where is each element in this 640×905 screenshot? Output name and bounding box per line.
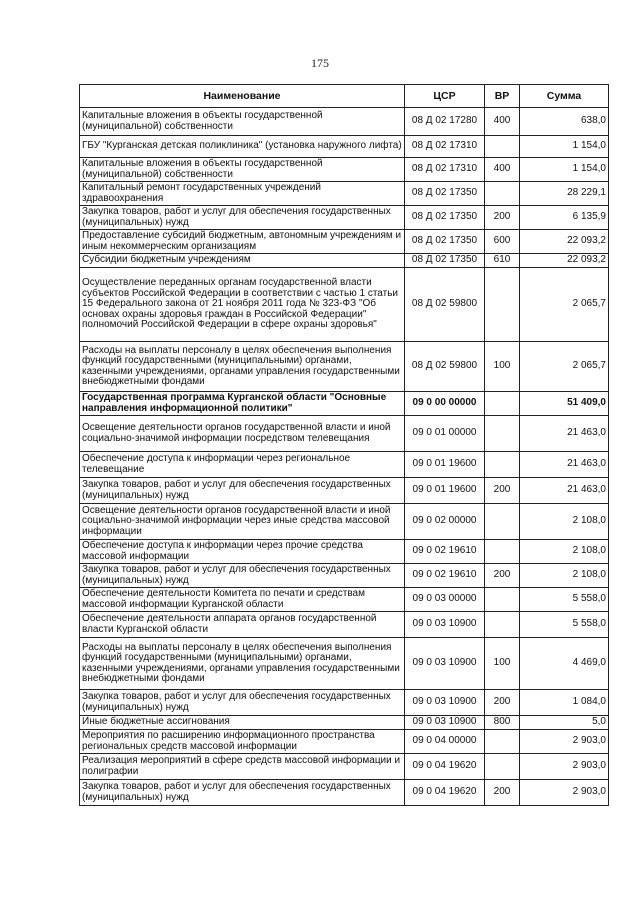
cell-sum: 21 463,0 bbox=[520, 452, 609, 478]
table-row bbox=[80, 540, 609, 564]
table-row bbox=[80, 268, 609, 342]
table-row bbox=[80, 690, 609, 716]
cell-csr: 08 Д 02 17350 bbox=[405, 230, 485, 254]
cell-vr: 400 bbox=[485, 108, 520, 136]
table-row bbox=[80, 730, 609, 754]
cell-name: Обеспечение деятельности аппарата органов государственной власти Курганской области bbox=[80, 612, 405, 638]
cell-vr: 200 bbox=[485, 206, 520, 230]
cell-csr: 09 0 03 10900 bbox=[405, 612, 485, 638]
table-header-row bbox=[80, 85, 609, 108]
table-row bbox=[80, 478, 609, 504]
table-row bbox=[80, 716, 609, 730]
table-row bbox=[80, 342, 609, 392]
cell-csr: 09 0 03 10900 bbox=[405, 716, 485, 730]
cell-name: Закупка товаров, работ и услуг для обеспечения государственных (муниципальных) нужд bbox=[80, 690, 405, 716]
cell-sum: 22 093,2 bbox=[520, 230, 609, 254]
cell-vr bbox=[485, 182, 520, 206]
table-row bbox=[80, 136, 609, 158]
cell-name: ГБУ "Курганская детская поликлиника" (установка наружного лифта) bbox=[80, 136, 405, 158]
table-row bbox=[80, 230, 609, 254]
cell-vr: 610 bbox=[485, 254, 520, 268]
cell-name: Освещение деятельности органов государственной власти и иной социально-значимой информации через иные средства массовой информации bbox=[80, 504, 405, 540]
cell-vr bbox=[485, 754, 520, 780]
table-row bbox=[80, 206, 609, 230]
table-row bbox=[80, 254, 609, 268]
cell-name: Осуществление переданных органам государственной власти субъектов Российской Федерации в соответствии с частью 1 статьи 15 Федерального закона от 21 ноября 2011 года № 323-ФЗ "Об основах охраны здоровья граждан в Российской Федерации" полномочий Российской Федерации в сфере охраны здоровья" bbox=[80, 268, 405, 342]
cell-vr: 200 bbox=[485, 564, 520, 588]
cell-vr bbox=[485, 588, 520, 612]
cell-csr: 09 0 01 19600 bbox=[405, 452, 485, 478]
cell-vr: 200 bbox=[485, 780, 520, 806]
cell-csr: 08 Д 02 17350 bbox=[405, 254, 485, 268]
budget-table bbox=[79, 84, 609, 806]
cell-sum: 1 154,0 bbox=[520, 136, 609, 158]
cell-csr: 09 0 03 10900 bbox=[405, 638, 485, 690]
cell-name: Предоставление субсидий бюджетным, автономным учреждениям и иным некоммерческим организациям bbox=[80, 230, 405, 254]
cell-sum: 5 558,0 bbox=[520, 612, 609, 638]
cell-csr: 09 0 00 00000 bbox=[405, 392, 485, 416]
table-row bbox=[80, 392, 609, 416]
cell-name: Закупка товаров, работ и услуг для обеспечения государственных (муниципальных) нужд bbox=[80, 564, 405, 588]
cell-name: Освещение деятельности органов государственной власти и иной социально-значимой информации посредством телевещания bbox=[80, 416, 405, 452]
cell-name: Закупка товаров, работ и услуг для обеспечения государственных (муниципальных) нужд bbox=[80, 780, 405, 806]
cell-sum: 2 108,0 bbox=[520, 564, 609, 588]
cell-vr bbox=[485, 540, 520, 564]
cell-vr bbox=[485, 268, 520, 342]
cell-csr: 09 0 04 19620 bbox=[405, 780, 485, 806]
cell-vr: 400 bbox=[485, 158, 520, 182]
cell-csr: 09 0 04 00000 bbox=[405, 730, 485, 754]
cell-name: Государственная программа Курганской области "Основные направления информационной политики" bbox=[80, 392, 405, 416]
cell-csr: 08 Д 02 17350 bbox=[405, 206, 485, 230]
cell-name: Субсидии бюджетным учреждениям bbox=[80, 254, 405, 268]
cell-csr: 09 0 03 10900 bbox=[405, 690, 485, 716]
header-vr: ВР bbox=[485, 85, 520, 108]
table-row bbox=[80, 452, 609, 478]
cell-name: Капитальные вложения в объекты государственной (муниципальной) собственности bbox=[80, 158, 405, 182]
cell-sum: 2 108,0 bbox=[520, 540, 609, 564]
cell-name: Закупка товаров, работ и услуг для обеспечения государственных (муниципальных) нужд bbox=[80, 478, 405, 504]
cell-sum: 51 409,0 bbox=[520, 392, 609, 416]
cell-csr: 09 0 02 19610 bbox=[405, 564, 485, 588]
table-row bbox=[80, 780, 609, 806]
table-row bbox=[80, 504, 609, 540]
cell-sum: 1 084,0 bbox=[520, 690, 609, 716]
cell-sum: 4 469,0 bbox=[520, 638, 609, 690]
table-row bbox=[80, 108, 609, 136]
cell-sum: 21 463,0 bbox=[520, 478, 609, 504]
header-name: Наименование bbox=[80, 85, 405, 108]
header-sum: Сумма bbox=[520, 85, 609, 108]
cell-csr: 08 Д 02 17310 bbox=[405, 158, 485, 182]
table-row bbox=[80, 564, 609, 588]
cell-sum: 2 903,0 bbox=[520, 730, 609, 754]
cell-csr: 08 Д 02 17310 bbox=[405, 136, 485, 158]
cell-vr bbox=[485, 136, 520, 158]
table-row bbox=[80, 182, 609, 206]
cell-vr bbox=[485, 416, 520, 452]
cell-name: Расходы на выплаты персоналу в целях обеспечения выполнения функций государственными (муниципальными) органами, казенными учреждениями, органами управления государственными внебюджетными фондами bbox=[80, 638, 405, 690]
cell-csr: 08 Д 02 59800 bbox=[405, 268, 485, 342]
cell-sum: 22 093,2 bbox=[520, 254, 609, 268]
cell-vr: 100 bbox=[485, 638, 520, 690]
cell-csr: 09 0 02 19610 bbox=[405, 540, 485, 564]
cell-name: Обеспечение доступа к информации через прочие средства массовой информации bbox=[80, 540, 405, 564]
cell-vr bbox=[485, 392, 520, 416]
table-row bbox=[80, 416, 609, 452]
cell-sum: 28 229,1 bbox=[520, 182, 609, 206]
cell-name: Капитальный ремонт государственных учреждений здравоохранения bbox=[80, 182, 405, 206]
cell-csr: 09 0 02 00000 bbox=[405, 504, 485, 540]
cell-name: Мероприятия по расширению информационного пространства региональных средств массовой информации bbox=[80, 730, 405, 754]
cell-name: Обеспечение деятельности Комитета по печати и средствам массовой информации Курганской области bbox=[80, 588, 405, 612]
cell-name: Реализация мероприятий в сфере средств массовой информации и полиграфии bbox=[80, 754, 405, 780]
cell-vr: 600 bbox=[485, 230, 520, 254]
cell-vr bbox=[485, 452, 520, 478]
cell-sum: 6 135,9 bbox=[520, 206, 609, 230]
cell-vr: 100 bbox=[485, 342, 520, 392]
cell-name: Расходы на выплаты персоналу в целях обеспечения выполнения функций государственными (муниципальными) органами, казенными учреждениями, органами управления государственными внебюджетными фондами bbox=[80, 342, 405, 392]
cell-sum: 2 903,0 bbox=[520, 780, 609, 806]
cell-csr: 09 0 01 00000 bbox=[405, 416, 485, 452]
cell-sum: 638,0 bbox=[520, 108, 609, 136]
cell-name: Закупка товаров, работ и услуг для обеспечения государственных (муниципальных) нужд bbox=[80, 206, 405, 230]
cell-sum: 21 463,0 bbox=[520, 416, 609, 452]
cell-name: Обеспечение доступа к информации через региональное телевещание bbox=[80, 452, 405, 478]
table-row bbox=[80, 612, 609, 638]
cell-sum: 5,0 bbox=[520, 716, 609, 730]
cell-sum: 2 065,7 bbox=[520, 342, 609, 392]
cell-sum: 2 065,7 bbox=[520, 268, 609, 342]
table-row bbox=[80, 158, 609, 182]
cell-name: Иные бюджетные ассигнования bbox=[80, 716, 405, 730]
cell-vr: 200 bbox=[485, 690, 520, 716]
header-csr: ЦСР bbox=[405, 85, 485, 108]
cell-csr: 08 Д 02 17280 bbox=[405, 108, 485, 136]
page-number: 175 bbox=[311, 56, 329, 70]
cell-vr bbox=[485, 612, 520, 638]
cell-sum: 1 154,0 bbox=[520, 158, 609, 182]
table-row bbox=[80, 588, 609, 612]
cell-vr bbox=[485, 504, 520, 540]
cell-vr bbox=[485, 730, 520, 754]
cell-csr: 09 0 04 19620 bbox=[405, 754, 485, 780]
table-row bbox=[80, 638, 609, 690]
cell-csr: 08 Д 02 59800 bbox=[405, 342, 485, 392]
table-row bbox=[80, 754, 609, 780]
cell-sum: 5 558,0 bbox=[520, 588, 609, 612]
table-body bbox=[80, 108, 609, 806]
cell-name: Капитальные вложения в объекты государственной (муниципальной) собственности bbox=[80, 108, 405, 136]
cell-sum: 2 903,0 bbox=[520, 754, 609, 780]
cell-vr: 200 bbox=[485, 478, 520, 504]
cell-sum: 2 108,0 bbox=[520, 504, 609, 540]
cell-vr: 800 bbox=[485, 716, 520, 730]
cell-csr: 09 0 01 19600 bbox=[405, 478, 485, 504]
cell-csr: 09 0 03 00000 bbox=[405, 588, 485, 612]
cell-csr: 08 Д 02 17350 bbox=[405, 182, 485, 206]
